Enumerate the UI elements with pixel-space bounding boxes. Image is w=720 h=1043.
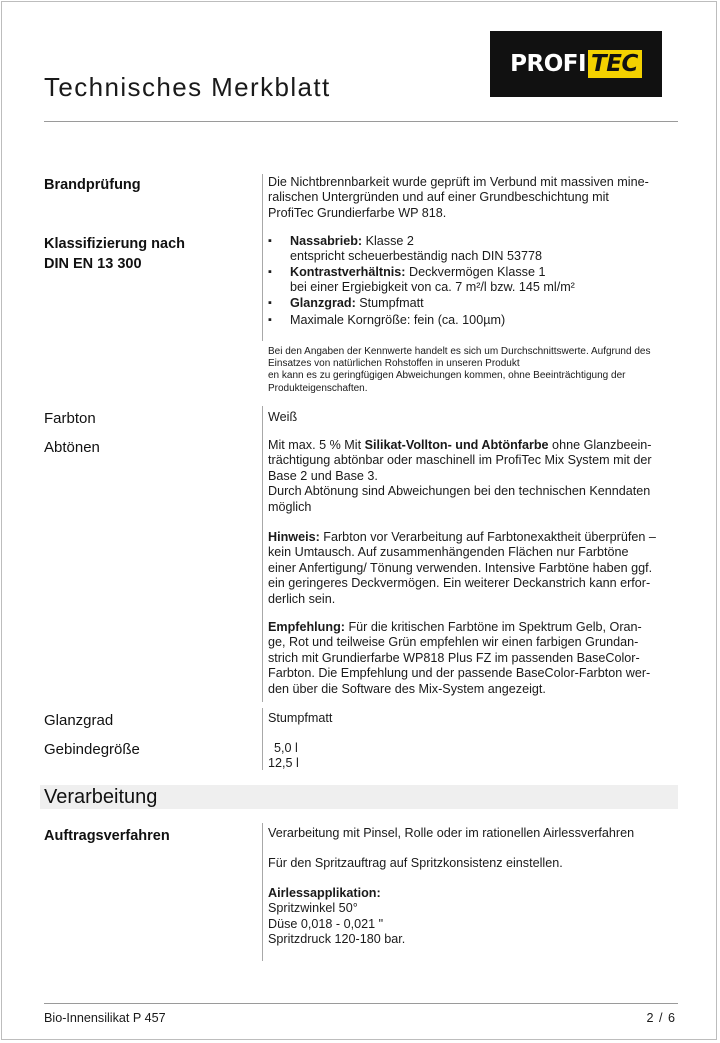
label-line: Klassifizierung nach: [44, 236, 186, 252]
airless-title: Airlessapplikation:: [268, 886, 381, 900]
text-span: ohne Glanzbeein-: [548, 438, 652, 452]
text-line: Einsatzes von natürlichen Rohstoffen in unseren Produkt: [268, 358, 520, 370]
footer-divider: [44, 1003, 678, 1004]
empfehlung-key: Empfehlung:: [268, 620, 345, 634]
auftrag-line2: Für den Spritzauftrag auf Spritzkonsistenz einstellen.: [268, 856, 563, 870]
text-line: ProfiTec Grundierfarbe WP 818.: [268, 205, 447, 220]
header-divider: [44, 121, 678, 122]
page-title: Technisches Merkblatt: [44, 72, 331, 102]
auftrag-line1: Verarbeitung mit Pinsel, Rolle oder im rationellen Airlessverfahren: [268, 826, 635, 840]
text-line: [268, 530, 678, 545]
glanzgrad-value: Stumpfmatt: [268, 711, 333, 725]
hinweis-text: [268, 530, 678, 607]
hinweis-key: Hinweis:: [268, 530, 320, 544]
item-value: Deckvermögen Klasse 1: [405, 264, 546, 279]
logo-text-profi: PROFI: [510, 51, 587, 77]
item-key: Glanzgrad:: [290, 295, 356, 310]
text-line: kein Umtausch. Auf zusammenhängenden Flächen nur Farbtöne: [268, 545, 629, 560]
container-size: 5,0 l: [274, 741, 298, 755]
product-name: Silikat-Vollton- und Abtönfarbe: [364, 438, 549, 452]
text-line: ge, Rot und teilweise Grün empfehlen wir einen farbigen Grundan-: [268, 635, 639, 650]
text-line: Spritzwinkel 50°: [268, 901, 358, 916]
section-title-verarbeitung: Verarbeitung: [44, 786, 158, 808]
label-farbton: Farbton: [44, 410, 96, 427]
item-value: Klasse 2: [362, 234, 414, 248]
item-key: Kontrastverhältnis:: [290, 264, 406, 279]
item-value: Maximale Korngröße: fein (ca. 100µm): [290, 313, 506, 328]
page-border: [1, 1, 717, 1040]
text-span: Für die kritischen Farbtöne im Spektrum Gelb, Oran-: [344, 620, 642, 634]
brand-text: [268, 175, 678, 221]
farbton-value: Weiß: [268, 410, 298, 424]
container-size: 12,5 l: [268, 756, 299, 771]
logo-text-tec: TEC: [588, 50, 642, 78]
abtoenen-text: [268, 438, 678, 515]
profitec-logo: [490, 31, 662, 97]
airless-block: [268, 886, 678, 948]
column-divider: [262, 174, 263, 341]
list-item: [268, 265, 678, 296]
item-value: Stumpfmatt: [355, 295, 424, 310]
text-line: Base 2 und Base 3.: [268, 468, 378, 483]
footer-product-name: Bio-Innensilikat P 457: [44, 1011, 166, 1025]
text-line: Bei den Angaben der Kennwerte handelt es sich um Durchschnittswerte. Aufgrund des: [268, 346, 651, 357]
empfehlung-text: [268, 620, 678, 697]
klassifizierung-list: [268, 234, 678, 328]
column-divider: [262, 406, 263, 702]
text-line: Farbton. Die Empfehlung und der passende BaseColor-Farbton wer-: [268, 666, 651, 681]
label-auftragsverfahren: Auftragsverfahren: [44, 828, 170, 844]
text-line: den über die Software des Mix-System angezeigt.: [268, 681, 546, 696]
label-glanzgrad: Glanzgrad: [44, 712, 114, 729]
text-span: Mit max. 5 % Mit: [268, 438, 365, 452]
text-line: Die Nichtbrennbarkeit wurde geprüft im Verbund mit massiven mine-: [268, 175, 649, 189]
item-key: Nassabrieb:: [290, 234, 363, 248]
text-line: Durch Abtönung sind Abweichungen bei den technischen Kenndaten: [268, 484, 651, 499]
list-item: [268, 296, 678, 311]
text-line: en kann es zu geringfügigen Abweichungen kommen, ohne Beeinträchtigung der: [268, 370, 626, 382]
label-line: DIN EN 13 300: [44, 256, 142, 272]
label-klassifizierung: [44, 234, 185, 274]
text-line: Produkteigenschaften.: [268, 382, 368, 394]
text-line: [268, 620, 678, 635]
gebinde-values: [268, 741, 678, 772]
text-line: Düse 0,018 - 0,021 ": [268, 916, 384, 931]
column-divider: [262, 708, 263, 770]
text-line: möglich: [268, 499, 312, 514]
text-line: strich mit Grundierfarbe WP818 Plus FZ im passenden BaseColor-: [268, 650, 640, 665]
text-line: ein geringeres Deckvermögen. Ein weiterer Deckanstrich kann erfor-: [268, 576, 651, 591]
text-line: [268, 438, 678, 453]
label-gebindegroesse: Gebindegröße: [44, 741, 140, 758]
text-line: [268, 886, 678, 901]
list-item: [268, 234, 678, 265]
text-line: ralischen Untergründen und auf einer Grundbeschichtung mit: [268, 190, 609, 205]
item-sub: entspricht scheuerbeständig nach DIN 53778: [290, 249, 543, 264]
label-brandpruefung: Brandprüfung: [44, 177, 141, 193]
text-line: einer Anfertigung/ Tönung verwenden. Intensive Farbtöne haben ggf.: [268, 560, 653, 575]
kennwerte-note: [268, 346, 678, 395]
text-line: derlich sein.: [268, 591, 336, 606]
item-sub: bei einer Ergiebigkeit von ca. 7 m²/l bzw. 145 ml/m²: [290, 280, 575, 295]
text-line: trächtigung abtönbar oder maschinell im ProfiTec Mix System mit der: [268, 453, 652, 468]
list-item: [268, 313, 678, 328]
text-span: Farbton vor Verarbeitung auf Farbtonexaktheit überprüfen –: [319, 530, 656, 544]
text-line: Spritzdruck 120-180 bar.: [268, 932, 406, 947]
label-abtoenen: Abtönen: [44, 439, 100, 456]
footer-page-number: 2 / 6: [646, 1011, 676, 1025]
column-divider: [262, 823, 263, 961]
